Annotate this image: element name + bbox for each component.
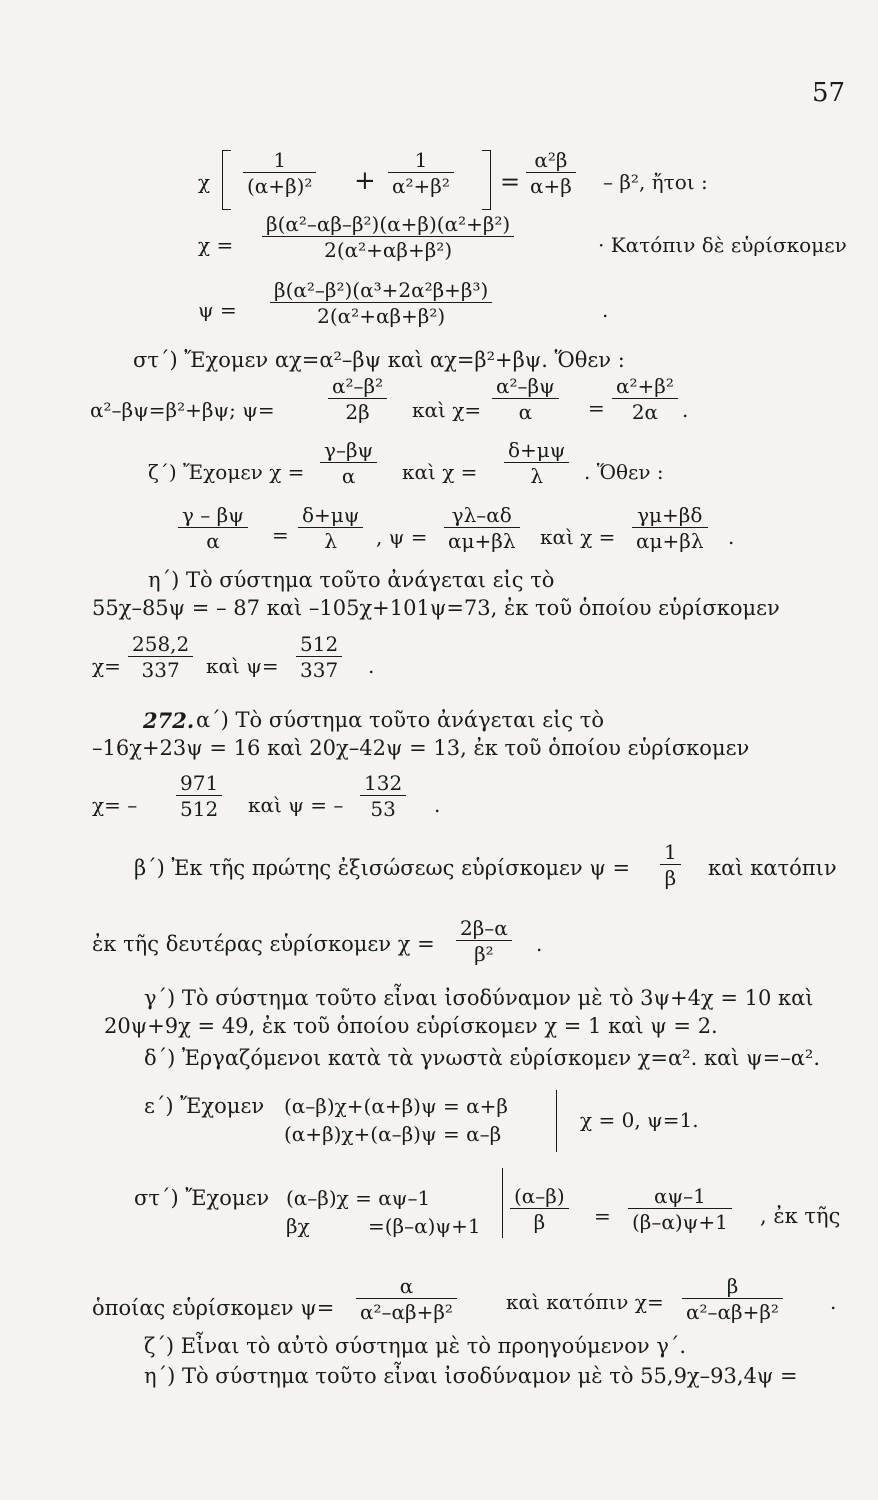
zr-eq: = (272, 523, 289, 547)
zeta-end: . Ὅθεν : (584, 460, 664, 484)
zr-frac-4 (632, 505, 708, 551)
zeta-frac-1-num: γ–βψ (320, 440, 377, 463)
fraction-1-num: 1 (243, 150, 316, 173)
st2-eq-1: (α–β)χ = αψ–1 (286, 1186, 431, 1210)
st2-frac-1 (510, 1186, 569, 1232)
st2-eq: = (594, 1204, 611, 1228)
beta2-frac-num: 2β–α (456, 918, 512, 941)
p272-res-lead: χ= – (92, 793, 138, 817)
zeta-frac-2-num: δ+μψ (504, 440, 569, 463)
eta-line-1: η΄) Τὸ σύστημα τοῦτο ἀνάγεται εἰς τὸ (148, 568, 555, 592)
p272-res-mid: καὶ ψ = – (248, 793, 344, 817)
fraction-1 (243, 150, 316, 196)
st2-res-frac-2-num: β (682, 1276, 783, 1299)
psi-fraction (270, 280, 492, 326)
zr-frac-3-den: αμ+βλ (448, 529, 516, 553)
zr-frac-2-den: λ (324, 529, 338, 553)
st2-frac-2 (628, 1186, 732, 1232)
p272-frac-1-num: 971 (176, 773, 222, 796)
st2-frac-2-den: (β–α)ψ+1 (632, 1210, 728, 1234)
beta-text: β΄) Ἐκ τῆς πρώτης ἐξισώσεως εὑρίσκομεν ψ = (134, 856, 631, 880)
st-frac-1 (328, 376, 387, 422)
zr-frac-2 (298, 505, 363, 551)
p272-line-1: α΄) Τὸ σύστημα τοῦτο ἀνάγεται εἰς τὸ (196, 708, 605, 732)
chi-tail: · Κατόπιν δὲ εὑρίσκομεν (598, 233, 847, 257)
st-mid: καὶ χ= (412, 398, 482, 422)
problem-number: 272. (143, 708, 195, 733)
delta-line: δ΄) Ἐργαζόμενοι κατὰ τὰ γνωστὰ εὑρίσκομεν χ=α². καὶ ψ=–α². (144, 1046, 820, 1070)
eta-frac-2-num: 512 (296, 634, 342, 657)
zr-frac-1-num: γ – βψ (178, 505, 248, 528)
zr-frac-2-num: δ+μψ (298, 505, 363, 528)
st2-res-lead: ὁποίας εὑρίσκομεν ψ= (92, 1296, 335, 1320)
st-frac-1-den: 2β (345, 400, 370, 424)
fraction-2-den: α²+β² (392, 174, 450, 198)
st2-res-frac-2 (682, 1276, 783, 1322)
st-line: στ΄) Ἔχομεν αχ=α²–βψ καὶ αχ=β²+βψ. Ὅθεν : (133, 348, 625, 372)
psi-num: β(α²–β²)(α³+2α²β+β³) (270, 280, 492, 303)
eta-line-2: 55χ–85ψ = – 87 καὶ –105χ+101ψ=73, ἐκ τοῦ ὁποίου εὑρίσκομεν (92, 596, 780, 620)
eta-frac-1-den: 337 (141, 658, 180, 682)
zr-mid-2: καὶ χ = (540, 525, 616, 549)
p272-frac-2 (360, 773, 406, 819)
epsilon-eq-1: (α–β)χ+(α+β)ψ = α+β (284, 1094, 508, 1118)
eta-frac-2-den: 337 (300, 658, 339, 682)
zeta-mid: καὶ χ = (402, 460, 478, 484)
st2-res-frac-1 (356, 1276, 457, 1322)
st2-eq-2a: βχ (286, 1214, 310, 1238)
st-lead: α²–βψ=β²+βψ; ψ= (90, 398, 275, 422)
equation-tail: – β², ἤτοι : (603, 170, 708, 194)
zr-frac-1-den: α (206, 529, 220, 553)
page-number: 57 (812, 78, 846, 108)
chi-fraction (262, 214, 514, 260)
p272-frac-1 (176, 773, 222, 819)
chi-symbol: χ (198, 170, 211, 194)
gamma-line-2: 20ψ+9χ = 49, ἐκ τοῦ ὁποίου εὑρίσκομεν χ = 1 καὶ ψ = 2. (104, 1014, 718, 1038)
chi-den: 2(α²+αβ+β²) (324, 238, 453, 262)
beta-tail: καὶ κατόπιν (708, 856, 837, 880)
zr-frac-3 (444, 505, 520, 551)
st-frac-2-den: α (518, 400, 533, 424)
zeta-frac-2 (504, 440, 569, 486)
beta-frac (660, 842, 681, 888)
zr-frac-1 (178, 505, 248, 551)
zeta2-line: ζ΄) Εἶναι τὸ αὐτὸ σύστημα μὲ τὸ προηγούμενον γ΄. (144, 1334, 687, 1358)
fraction-3-den: α+β (530, 174, 572, 198)
eta2-line: η΄) Τὸ σύστημα τοῦτο εἶναι ἰσοδύναμον μὲ τὸ 55,9χ–93,4ψ = (144, 1364, 798, 1388)
equals-sign: = (500, 168, 521, 196)
eta-res-lead: χ= (92, 654, 121, 678)
st-frac-2-num: α²–βψ (492, 376, 559, 399)
chi-num: β(α²–αβ–β²)(α+β)(α²+β²) (262, 214, 514, 237)
zeta-frac-1-den: α (341, 464, 356, 488)
epsilon-lead: ε΄) Ἔχομεν (144, 1094, 265, 1118)
st2-res-frac-1-num: α (356, 1276, 457, 1299)
zr-frac-3-num: γλ–αδ (444, 505, 520, 528)
beta2-frac-den: β² (474, 942, 494, 966)
p272-res-end: . (434, 793, 441, 817)
eta-res-mid: καὶ ψ= (206, 654, 279, 678)
st-frac-2 (492, 376, 559, 422)
st2-frac-1-den: β (533, 1210, 546, 1234)
st-frac-3 (612, 376, 678, 422)
p272-frac-2-num: 132 (360, 773, 406, 796)
epsilon-brace (550, 1090, 557, 1152)
beta-frac-num: 1 (660, 842, 681, 865)
eta-res-end: . (368, 654, 375, 678)
st-end: . (682, 398, 689, 422)
st2-res-frac-1-den: α²–αβ+β² (360, 1300, 453, 1324)
st2-res-end: . (830, 1290, 837, 1314)
beta-frac-den: β (664, 866, 677, 890)
zr-frac-4-num: γμ+βδ (632, 505, 708, 528)
fraction-3-num: α²β (526, 150, 576, 173)
fraction-1-den: (α+β)² (247, 174, 313, 198)
zr-end: . (728, 525, 735, 549)
fraction-2 (388, 150, 454, 196)
st2-lead: στ΄) Ἔχομεν (134, 1186, 270, 1210)
left-bracket (222, 150, 231, 210)
beta2-text: ἐκ τῆς δευτέρας εὑρίσκομεν χ = (92, 932, 435, 956)
chi-lhs: χ = (198, 233, 234, 257)
beta2-frac (456, 918, 512, 964)
right-bracket (482, 150, 491, 210)
eta-frac-1 (128, 634, 193, 680)
p272-frac-1-den: 512 (180, 797, 219, 821)
st2-tail: , ἐκ τῆς (760, 1204, 841, 1228)
epsilon-eq-2: (α+β)χ+(α–β)ψ = α–β (284, 1122, 502, 1146)
p272-frac-2-den: 53 (370, 797, 396, 821)
st-eq: = (588, 396, 605, 420)
st-frac-1-num: α²–β² (328, 376, 387, 399)
plus-sign: + (354, 166, 376, 196)
zr-frac-4-den: αμ+βλ (636, 529, 704, 553)
zeta-lead: ζ΄) Ἔχομεν χ = (148, 460, 305, 484)
eta-frac-2 (296, 634, 342, 680)
zr-mid-1: , ψ = (376, 525, 428, 549)
st2-frac-2-num: αψ–1 (628, 1186, 732, 1209)
zeta-frac-1 (320, 440, 377, 486)
st2-res-mid: καὶ κατόπιν χ= (506, 1290, 664, 1314)
fraction-2-num: 1 (388, 150, 454, 173)
st-frac-3-den: 2α (631, 400, 659, 424)
gamma-line-1: γ΄) Τὸ σύστημα τοῦτο εἶναι ἰσοδύναμον μὲ τὸ 3ψ+4χ = 10 καὶ (144, 986, 814, 1010)
psi-den: 2(α²+αβ+β²) (317, 304, 446, 328)
st-frac-3-num: α²+β² (612, 376, 678, 399)
st2-brace (496, 1168, 503, 1238)
st2-res-frac-2-den: α²–αβ+β² (686, 1300, 779, 1324)
beta2-end: . (536, 932, 543, 956)
psi-tail: . (602, 298, 609, 322)
fraction-3 (526, 150, 576, 196)
eta-frac-1-num: 258,2 (128, 634, 193, 657)
p272-line-2: –16χ+23ψ = 16 καὶ 20χ–42ψ = 13, ἐκ τοῦ ὁποίου εὑρίσκομεν (92, 736, 750, 760)
epsilon-result: χ = 0, ψ=1. (580, 1108, 699, 1132)
st2-eq-2b: =(β–α)ψ+1 (368, 1214, 481, 1238)
zeta-frac-2-den: λ (530, 464, 544, 488)
psi-lhs: ψ = (198, 298, 237, 322)
st2-frac-1-num: (α–β) (510, 1186, 569, 1209)
